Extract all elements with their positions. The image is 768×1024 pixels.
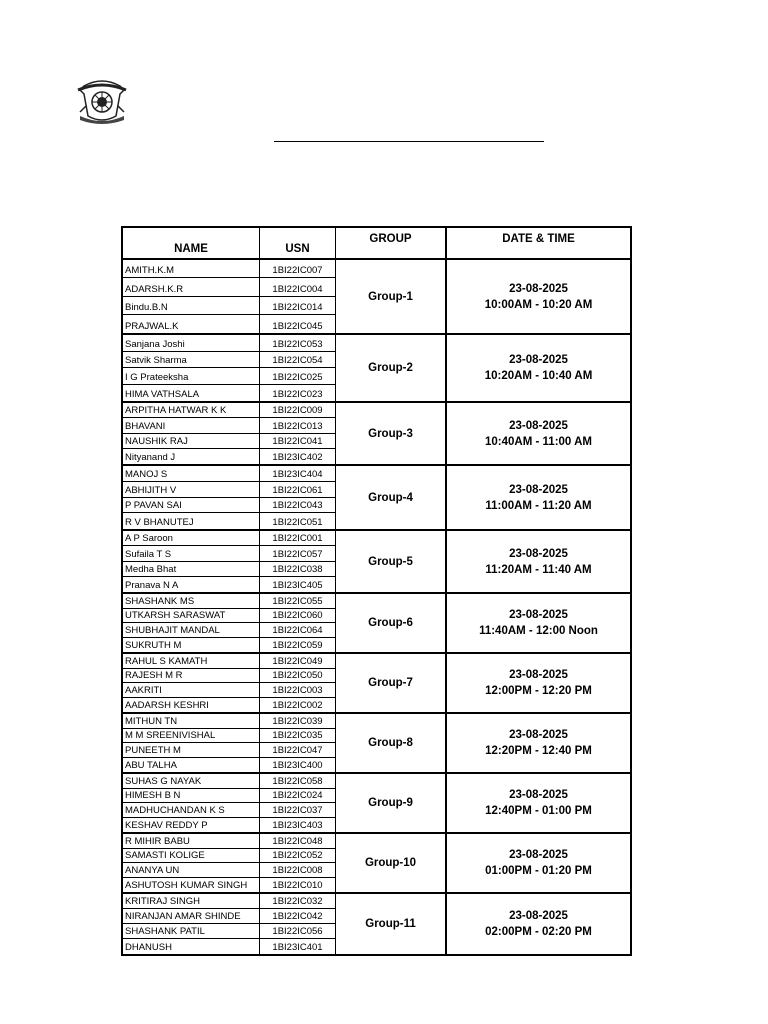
student-usn: 1BI23IC400 <box>260 758 336 773</box>
student-usn: 1BI22IC041 <box>260 434 336 448</box>
date-time-cell <box>447 335 630 401</box>
group-label: Group-5 <box>336 531 447 592</box>
slot-date: 23-08-2025 <box>509 282 568 295</box>
table-row <box>123 498 336 514</box>
student-name: HIMA VATHSALA <box>123 385 260 402</box>
student-usn: 1BI22IC025 <box>260 368 336 384</box>
table-row <box>123 546 336 561</box>
student-name: I G Prateeksha <box>123 368 260 384</box>
slot-time: 12:40PM - 01:00 PM <box>485 805 592 817</box>
group-members <box>123 654 336 712</box>
student-usn: 1BI22IC052 <box>260 849 336 863</box>
student-name: AMITH.K.M <box>123 260 260 277</box>
table-row <box>123 803 336 818</box>
column-header-group: GROUP <box>336 228 447 258</box>
viva-schedule-table <box>121 226 632 956</box>
table-row <box>123 758 336 773</box>
date-time-cell <box>447 260 630 333</box>
group-label: Group-9 <box>336 774 447 832</box>
date-time-cell <box>447 894 630 954</box>
table-row <box>123 278 336 296</box>
student-name: ANANYA UN <box>123 863 260 877</box>
student-usn: 1BI22IC061 <box>260 482 336 497</box>
group-block <box>123 714 630 774</box>
student-usn: 1BI22IC002 <box>260 698 336 713</box>
student-usn: 1BI22IC007 <box>260 260 336 277</box>
slot-date: 23-08-2025 <box>509 669 568 681</box>
student-usn: 1BI22IC014 <box>260 297 336 314</box>
table-row <box>123 654 336 669</box>
student-usn: 1BI23IC403 <box>260 818 336 833</box>
group-members <box>123 335 336 401</box>
student-name: ABHIJITH V <box>123 482 260 497</box>
table-row <box>123 924 336 939</box>
student-usn: 1BI22IC008 <box>260 863 336 877</box>
slot-date: 23-08-2025 <box>509 419 568 432</box>
table-row <box>123 714 336 729</box>
student-name: SHUBHAJIT MANDAL <box>123 623 260 637</box>
slot-time: 11:40AM - 12:00 Noon <box>479 625 598 637</box>
student-usn: 1BI23IC402 <box>260 449 336 464</box>
student-name: NAUSHIK RAJ <box>123 434 260 448</box>
table-row <box>123 449 336 464</box>
student-usn: 1BI22IC053 <box>260 335 336 351</box>
table-row <box>123 335 336 352</box>
group-members <box>123 714 336 772</box>
student-name: P PAVAN SAI <box>123 498 260 513</box>
student-usn: 1BI22IC048 <box>260 834 336 848</box>
group-members <box>123 466 336 529</box>
student-name: Sufaila T S <box>123 546 260 560</box>
table-row <box>123 260 336 278</box>
table-row <box>123 818 336 833</box>
group-label: Group-11 <box>336 894 447 954</box>
student-name: MADHUCHANDAN K S <box>123 803 260 817</box>
slot-date: 23-08-2025 <box>509 354 568 366</box>
student-name: SUKRUTH M <box>123 638 260 653</box>
table-row <box>123 482 336 498</box>
student-usn: 1BI22IC035 <box>260 729 336 743</box>
slot-time: 11:00AM - 11:20 AM <box>485 499 592 512</box>
student-usn: 1BI22IC045 <box>260 315 336 333</box>
slot-time: 10:20AM - 10:40 AM <box>484 370 593 382</box>
column-header-name: NAME <box>123 228 260 258</box>
group-block <box>123 894 630 954</box>
group-block <box>123 531 630 594</box>
group-label: Group-6 <box>336 594 447 652</box>
date-time-cell <box>447 403 630 464</box>
student-name: ADARSH.K.R <box>123 278 260 295</box>
group-block <box>123 260 630 335</box>
student-name: RAJESH M R <box>123 669 260 683</box>
student-name: PRAJWAL.K <box>123 315 260 333</box>
student-usn: 1BI22IC010 <box>260 878 336 893</box>
slot-date: 23-08-2025 <box>509 483 568 496</box>
student-name: R MIHIR BABU <box>123 834 260 848</box>
student-usn: 1BI22IC047 <box>260 743 336 757</box>
student-usn: 1BI22IC050 <box>260 669 336 683</box>
table-row <box>123 368 336 385</box>
student-usn: 1BI22IC056 <box>260 924 336 938</box>
student-usn: 1BI23IC404 <box>260 466 336 481</box>
student-name: BHAVANI <box>123 418 260 432</box>
student-usn: 1BI22IC059 <box>260 638 336 653</box>
slot-date: 23-08-2025 <box>509 609 568 621</box>
student-name: UTKARSH SARASWAT <box>123 609 260 623</box>
slot-time: 10:40AM - 11:00 AM <box>485 435 592 448</box>
group-members <box>123 594 336 652</box>
table-row <box>123 789 336 804</box>
table-row <box>123 878 336 893</box>
student-name: ARPITHA HATWAR K K <box>123 403 260 417</box>
slot-time: 12:00PM - 12:20 PM <box>485 685 592 697</box>
table-row <box>123 513 336 529</box>
table-row <box>123 466 336 482</box>
group-block <box>123 594 630 654</box>
student-usn: 1BI22IC060 <box>260 609 336 623</box>
table-row <box>123 385 336 402</box>
table-row <box>123 698 336 713</box>
student-usn: 1BI22IC057 <box>260 546 336 560</box>
table-row <box>123 743 336 758</box>
table-row <box>123 434 336 449</box>
table-header <box>123 228 630 260</box>
institution-crest-icon <box>72 76 132 126</box>
student-usn: 1BI22IC043 <box>260 498 336 513</box>
student-usn: 1BI22IC023 <box>260 385 336 402</box>
student-name: M M SREENIVISHAL <box>123 729 260 743</box>
group-label: Group-1 <box>336 260 447 333</box>
student-usn: 1BI22IC032 <box>260 894 336 908</box>
slot-date: 23-08-2025 <box>509 789 568 801</box>
student-name: SHASHANK MS <box>123 594 260 608</box>
date-time-cell <box>447 774 630 832</box>
student-usn: 1BI22IC055 <box>260 594 336 608</box>
group-label: Group-3 <box>336 403 447 464</box>
table-row <box>123 939 336 954</box>
student-name: PUNEETH M <box>123 743 260 757</box>
table-row <box>123 352 336 369</box>
student-usn: 1BI22IC051 <box>260 513 336 529</box>
table-row <box>123 683 336 698</box>
student-usn: 1BI22IC009 <box>260 403 336 417</box>
column-header-date-time: DATE & TIME <box>502 233 575 245</box>
group-label: Group-10 <box>336 834 447 892</box>
student-usn: 1BI22IC049 <box>260 654 336 668</box>
student-name: KESHAV REDDY P <box>123 818 260 833</box>
student-usn: 1BI22IC039 <box>260 714 336 728</box>
group-members <box>123 403 336 464</box>
slot-date: 23-08-2025 <box>509 910 568 922</box>
table-row <box>123 418 336 433</box>
student-name: DHANUSH <box>123 939 260 954</box>
table-row <box>123 729 336 744</box>
student-usn: 1BI22IC003 <box>260 683 336 697</box>
date-time-cell <box>447 834 630 892</box>
group-label: Group-7 <box>336 654 447 712</box>
student-usn: 1BI23IC405 <box>260 577 336 592</box>
group-label: Group-2 <box>336 335 447 401</box>
group-block <box>123 403 630 466</box>
date-time-cell <box>447 714 630 772</box>
student-usn: 1BI22IC001 <box>260 531 336 545</box>
group-members <box>123 894 336 954</box>
table-row <box>123 531 336 546</box>
student-name: AADARSH KESHRI <box>123 698 260 713</box>
table-row <box>123 834 336 849</box>
table-row <box>123 609 336 624</box>
table-row <box>123 594 336 609</box>
student-name: A P Saroon <box>123 531 260 545</box>
group-label: Group-4 <box>336 466 447 529</box>
student-name: SHASHANK PATIL <box>123 924 260 938</box>
student-name: Bindu.B.N <box>123 297 260 314</box>
group-members <box>123 260 336 333</box>
date-time-cell <box>447 466 630 529</box>
group-block <box>123 466 630 531</box>
group-label: Group-8 <box>336 714 447 772</box>
slot-date: 23-08-2025 <box>509 547 568 560</box>
student-usn: 1BI23IC401 <box>260 939 336 954</box>
table-row <box>123 623 336 638</box>
student-usn: 1BI22IC058 <box>260 774 336 788</box>
student-usn: 1BI22IC042 <box>260 909 336 923</box>
student-name: MITHUN TN <box>123 714 260 728</box>
slot-time: 10:00AM - 10:20 AM <box>484 298 593 311</box>
table-row <box>123 669 336 684</box>
student-name: SUHAS G NAYAK <box>123 774 260 788</box>
student-name: Medha Bhat <box>123 562 260 576</box>
student-name: ASHUTOSH KUMAR SINGH <box>123 878 260 893</box>
slot-time: 11:20AM - 11:40 AM <box>485 563 592 576</box>
student-name: R V BHANUTEJ <box>123 513 260 529</box>
date-time-cell <box>447 654 630 712</box>
group-members <box>123 531 336 592</box>
student-name: SAMASTI KOLIGE <box>123 849 260 863</box>
table-row <box>123 577 336 592</box>
slot-time: 12:20PM - 12:40 PM <box>485 745 592 757</box>
student-name: NIRANJAN AMAR SHINDE <box>123 909 260 923</box>
table-row <box>123 315 336 333</box>
group-block <box>123 774 630 834</box>
table-row <box>123 909 336 924</box>
title-underline <box>274 141 544 142</box>
slot-date: 23-08-2025 <box>509 729 568 741</box>
date-time-cell <box>447 531 630 592</box>
group-block <box>123 654 630 714</box>
date-time-cell <box>447 594 630 652</box>
student-name: KRITIRAJ SINGH <box>123 894 260 908</box>
student-name: MANOJ S <box>123 466 260 481</box>
student-name: Nityanand J <box>123 449 260 464</box>
student-usn: 1BI22IC024 <box>260 789 336 803</box>
column-header-usn: USN <box>260 228 336 258</box>
student-name: Satvik Sharma <box>123 352 260 368</box>
student-usn: 1BI22IC038 <box>260 562 336 576</box>
group-block <box>123 335 630 403</box>
table-row <box>123 297 336 315</box>
student-name: ABU TALHA <box>123 758 260 773</box>
table-row <box>123 774 336 789</box>
group-members <box>123 774 336 832</box>
table-row <box>123 403 336 418</box>
slot-date: 23-08-2025 <box>509 849 568 861</box>
table-row <box>123 562 336 577</box>
student-name: AAKRITI <box>123 683 260 697</box>
group-members <box>123 834 336 892</box>
table-row <box>123 849 336 864</box>
student-usn: 1BI22IC054 <box>260 352 336 368</box>
student-name: Pranava N A <box>123 577 260 592</box>
table-row <box>123 894 336 909</box>
table-row <box>123 638 336 653</box>
slot-time: 02:00PM - 02:20 PM <box>485 926 592 938</box>
table-row <box>123 863 336 878</box>
student-usn: 1BI22IC037 <box>260 803 336 817</box>
slot-time: 01:00PM - 01:20 PM <box>485 865 592 877</box>
student-name: RAHUL S KAMATH <box>123 654 260 668</box>
group-block <box>123 834 630 894</box>
student-name: Sanjana Joshi <box>123 335 260 351</box>
student-name: HIMESH B N <box>123 789 260 803</box>
student-usn: 1BI22IC064 <box>260 623 336 637</box>
student-usn: 1BI22IC013 <box>260 418 336 432</box>
student-usn: 1BI22IC004 <box>260 278 336 295</box>
